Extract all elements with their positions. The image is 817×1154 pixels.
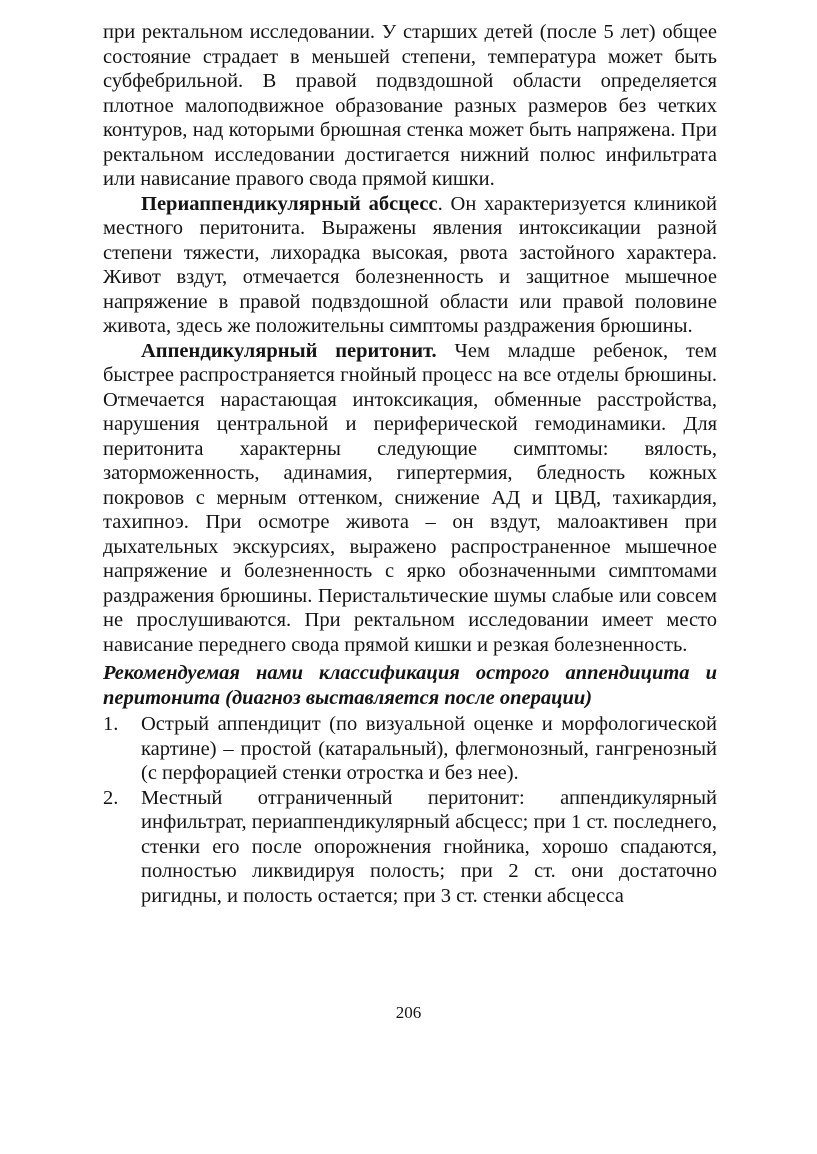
classification-list: [103, 712, 717, 908]
item-text: Местный отграниченный перитонит: аппендикулярный инфильтрат, периаппендикулярный абсцесс; при 1 ст. последнего, стенки его после опорожнения гнойника, хорошо спадаются, полностью ликвидируя полость; при 2 ст. они достаточно ригидны, и полость остается; при 3 ст. стенки абсцесса: [141, 786, 717, 907]
classification-item: [103, 712, 717, 786]
page-number: 206: [395, 1003, 422, 1022]
classification-heading: Рекомендуемая нами классификация острого аппендицита и перитонита (диагноз выставляется после операции): [103, 662, 717, 709]
classification-item: [103, 786, 717, 909]
abscess-text: . Он характеризуется клиникой местного перитонита. Выражены явления интоксикации разной степени тяжести, лихорадка высокая, рвота застойного характера. Живот вздут, отмечается болезненность и защитное мышечное напряжение в правой подвздошной области или правой половине живота, здесь же положительны симптомы раздражения брюшины.: [103, 192, 717, 337]
book-page: [103, 20, 717, 908]
peritonitis-paragraph: [103, 339, 717, 658]
abscess-paragraph: [103, 192, 717, 339]
peritonitis-text: Чем младше ребенок, тем быстрее распространяется гнойный процесс на все отделы брюшины. Отмечается нарастающая интоксикация, обменные расстройства, нарушения центральной и периферической гемодинамики. Для перитонита характерны следующие симптомы: вялость, заторможенность, адинамия, гипертермия, бледность кожных покровов с мерным оттенком, снижение АД и ЦВД, тахикардия, тахипноэ. При осмотре живота – он вздут, малоактивен при дыхательных экскурсиях, выражено распространенное мышечное напряжение и болезненность с ярко обозначенными симптомами раздражения брюшины. Перистальтические шумы слабые или совсем не прослушиваются. При ректальном исследовании имеет место нависание переднего свода прямой кишки и резкая болезненность.: [103, 339, 717, 656]
item-number: 2.: [103, 786, 119, 809]
peritonitis-term: Аппендикулярный перитонит.: [141, 339, 437, 362]
item-number: 1.: [103, 713, 119, 735]
abscess-term: Периаппендикулярный абсцесс: [141, 192, 438, 215]
item-text: Острый аппендицит (по визуальной оценке и морфологической картине) – простой (катаральный), флегмонозный, гангренозный (с перфорацией стенки отростка и без нее).: [141, 713, 717, 784]
continued-paragraph: при ректальном исследовании. У старших детей (после 5 лет) общее состояние страдает в меньшей степени, температура может быть субфебрильной. В правой подвздошной области определяется плотное малоподвижное образование разных размеров без четких контуров, над которыми брюшная стенка может быть напряжена. При ректальном исследовании достигается нижний полюс инфильтрата или нависание правого свода прямой кишки.: [103, 21, 717, 190]
